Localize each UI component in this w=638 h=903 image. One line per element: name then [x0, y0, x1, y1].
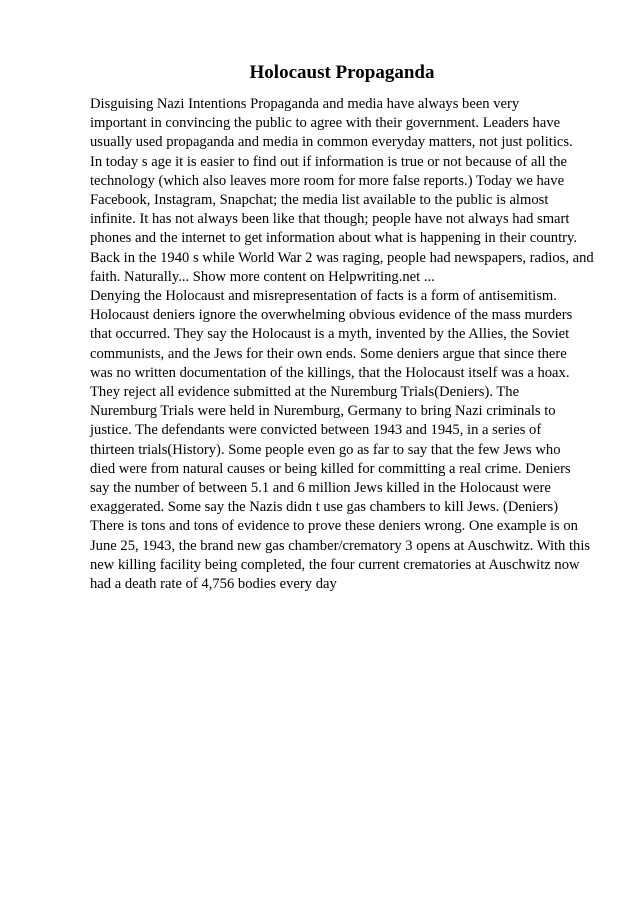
body-line: June 25, 1943, the brand new gas chamber/crematory 3 opens at Auschwitz. With this: [90, 537, 591, 554]
body-line: usually used propaganda and media in common everyday matters, not just politics.: [90, 134, 573, 151]
body-line: justice. The defendants were convicted between 1943 and 1945, in a series of: [90, 422, 542, 439]
body-line: had a death rate of 4,756 bodies every day: [90, 576, 337, 593]
body-line: thirteen trials(History). Some people even go as far to say that the few Jews who: [90, 441, 561, 458]
body-line: Denying the Holocaust and misrepresentation of facts is a form of antisemitism.: [90, 288, 557, 305]
body-line: infinite. It has not always been like that though; people have not always had smart: [90, 211, 570, 228]
body-line: say the number of between 5.1 and 6 million Jews killed in the Holocaust were: [90, 480, 551, 497]
body-line: In today s age it is easier to find out if information is true or not because of all the: [90, 153, 568, 170]
body-line: faith. Naturally... Show more content on Helpwriting.net ...: [90, 268, 435, 285]
body-line: technology (which also leaves more room for more false reports.) Today we have: [90, 172, 565, 189]
body-line: exaggerated. Some say the Nazis didn t use gas chambers to kill Jews. (Deniers): [90, 499, 559, 516]
document-title: Holocaust Propaganda: [249, 62, 435, 83]
body-line: Nuremburg Trials were held in Nuremburg, Germany to bring Nazi criminals to: [90, 403, 556, 420]
document-body: [90, 95, 620, 594]
body-line: communists, and the Jews for their own ends. Some deniers argue that since there: [90, 345, 567, 362]
body-line: They reject all evidence submitted at the Nuremburg Trials(Deniers). The: [90, 384, 520, 401]
body-line: was no written documentation of the killings, that the Holocaust itself was a hoax.: [90, 364, 570, 381]
body-line: died were from natural causes or being killed for committing a real crime. Deniers: [90, 460, 571, 477]
body-line: that occurred. They say the Holocaust is a myth, invented by the Allies, the Soviet: [90, 326, 570, 343]
body-line: Disguising Nazi Intentions Propaganda and media have always been very: [90, 96, 520, 112]
body-line: important in convincing the public to agree with their government. Leaders have: [90, 115, 561, 132]
body-line: There is tons and tons of evidence to prove these deniers wrong. One example is on: [90, 518, 578, 535]
body-line: new killing facility being completed, the four current crematories at Auschwitz now: [90, 556, 580, 573]
body-line: Facebook, Instagram, Snapchat; the media list available to the public is almost: [90, 192, 549, 209]
body-line: phones and the internet to get information about what is happening in their country.: [90, 230, 578, 247]
body-line: Back in the 1940 s while World War 2 was raging, people had newspapers, radios, and: [90, 249, 594, 266]
body-line: Holocaust deniers ignore the overwhelming obvious evidence of the mass murders: [90, 307, 573, 324]
